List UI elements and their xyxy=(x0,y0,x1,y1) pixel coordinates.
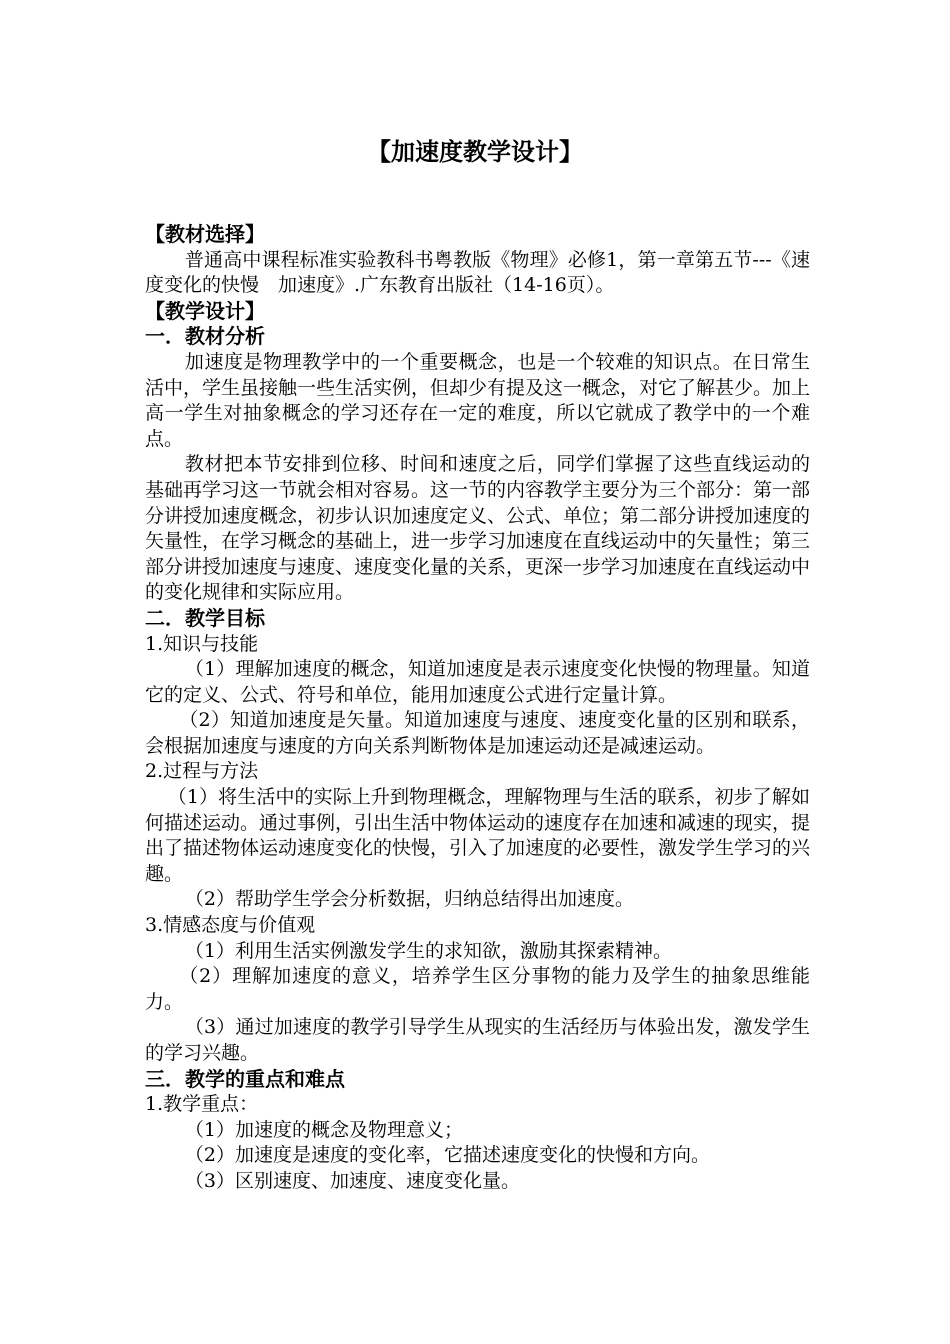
section-3-sub-1-item-1: （1）加速度的概念及物理意义； xyxy=(184,1118,463,1141)
textbook-heading: 【教材选择】 xyxy=(145,222,265,246)
document-body xyxy=(145,222,810,1195)
section-1-paragraph-1: 加速度是物理教学中的一个重要概念，也是一个较难的知识点。在日常生活中，学生虽接触一些生活实例，但却少有提及这一概念，对它了解甚少。加上高一学生对抽象概念的学习还存在一定的难度，所以它就成了教学中的一个难点。 xyxy=(145,350,811,450)
section-2-sub-1-item-2: （2）知道加速度是矢量。知道加速度与速度、速度变化量的区别和联系，会根据加速度与速度的方向关系判断物体是加速运动还是减速运动。 xyxy=(145,709,810,757)
section-2-sub-1: 1.知识与技能 xyxy=(145,632,259,655)
section-2-sub-2-item-1: （1）将生活中的实际上升到物理概念，理解物理与生活的联系，初步了解如何描述运动。通过事例，引出生活中物体运动的速度存在加速和减速的现实，提出了描述物体运动速度变化的快慢，引入了加速度的必要性，激发学生学习的兴趣。 xyxy=(145,786,811,885)
section-2-sub-3-item-3: （3）通过加速度的教学引导学生从现实的生活经历与体验出发，激发学生的学习兴趣。 xyxy=(145,1016,810,1064)
section-2-sub-2: 2.过程与方法 xyxy=(145,760,259,783)
section-2-sub-1-item-1: （1）理解加速度的概念，知道加速度是表示速度变化快慢的物理量。知道它的定义、公式、符号和单位，能用加速度公式进行定量计算。 xyxy=(145,658,810,706)
section-2-sub-2-item-2: （2）帮助学生学会分析数据，归纳总结得出加速度。 xyxy=(184,888,634,911)
section-2-sub-3: 3.情感态度与价值观 xyxy=(145,914,316,937)
section-2-heading: 二．教学目标 xyxy=(145,605,265,630)
document-title: 【加速度教学设计】 xyxy=(367,138,583,166)
section-2-sub-3-item-2: （2）理解加速度的意义，培养学生区分事物的能力及学生的抽象思维能力。 xyxy=(145,965,810,1013)
design-heading: 【教学设计】 xyxy=(145,298,265,323)
section-3-sub-1: 1.教学重点： xyxy=(145,1093,259,1116)
section-2-sub-3-item-1: （1）利用生活实例激发学生的求知欲，激励其探索精神。 xyxy=(184,939,672,962)
section-1-heading: 一．教材分析 xyxy=(145,324,265,349)
section-3-sub-1-item-3: （3）区别速度、加速度、速度变化量。 xyxy=(184,1169,520,1192)
section-3-heading: 三．教学的重点和难点 xyxy=(145,1066,345,1091)
section-3-sub-1-item-2: （2）加速度是速度的变化率，它描述速度变化的快慢和方向。 xyxy=(184,1144,710,1167)
textbook-paragraph: 普通高中课程标准实验教科书粤教版《物理》必修1，第一章第五节---《速度变化的快慢 加速度》.广东教育出版社（14-16页）。 xyxy=(145,248,810,297)
section-1-paragraph-2: 教材把本节安排到位移、时间和速度之后，同学们掌握了这些直线运动的基础再学习这一节就会相对容易。这一节的内容教学主要分为三个部分：第一部分讲授加速度概念，初步认识加速度定义、公式、单位；第二部分讲授加速度的矢量性，在学习概念的基础上，进一步学习加速度在直线运动中的矢量性；第三部分讲授加速度与速度、速度变化量的关系，更深一步学习加速度在直线运动中的变化规律和实际应用。 xyxy=(145,453,811,604)
